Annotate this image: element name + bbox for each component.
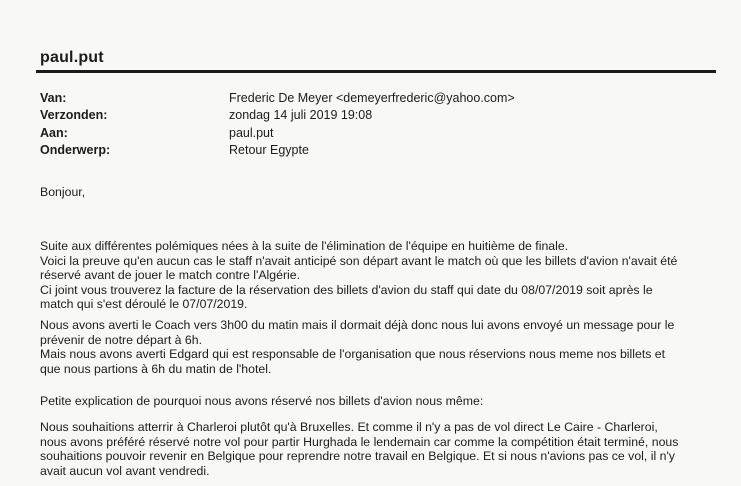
paragraph-line: Nous souhaitions atterrir à Charleroi plutôt qu'à Bruxelles. Et comme il n'y a pas de vol direct Le Caire - Charleroi, [40, 420, 658, 434]
paragraph-line: réservé avant de jouer le match contre l'Algérie. [40, 268, 301, 282]
header-value-from: Frederic De Meyer <demeyerfrederic@yahoo.com> [229, 91, 515, 105]
header-label-from: Van: [40, 91, 67, 105]
paragraph-line: Nous avons averti le Coach vers 3h00 du matin mais il dormait déjà donc nous lui avons envoyé un message pour le [40, 318, 675, 332]
paragraph-line: Voici la preuve qu'en aucun cas le staff n'avait anticipé son départ avant le match où que les billets d'avion n'avait été [40, 253, 678, 268]
paragraph-line: Mais nous avons averti Edgard qui est responsable de l'organisation que nous réservions nous meme nos billets et [40, 347, 666, 361]
header-divider [36, 70, 716, 73]
paragraph-line: Petite explication de pourquoi nous avons réservé nos billets d'avion nous même: [40, 394, 484, 408]
email-paragraph-1 [40, 239, 720, 312]
header-label-to: Aan: [40, 126, 68, 140]
header-value-to: paul.put [229, 126, 274, 140]
sender-name: paul.put [40, 49, 104, 66]
header-value-sent: zondag 14 juli 2019 19:08 [229, 108, 373, 122]
paragraph-line: souhaitions pouvoir revenir en Belgique pour reprendre notre travail en Belgique. Et si nous n'avions pas ce vol, il n'y [40, 449, 675, 463]
email-paragraph-3 [40, 394, 720, 409]
email-greeting: Bonjour, [40, 185, 86, 199]
header-value-subject: Retour Egypte [229, 143, 309, 157]
paragraph-line: nous avons préféré réservé notre vol pour partir Hurghada le lendemain car comme la compétition était terminé, nous [40, 434, 679, 449]
header-label-sent: Verzonden: [40, 108, 108, 122]
header-label-subject: Onderwerp: [40, 143, 111, 157]
paragraph-line: que nous partions à 6h du matin de l'hotel. [40, 361, 272, 376]
paragraph-line: avait aucun vol avant vendredi. [40, 463, 210, 478]
email-paragraph-2 [40, 318, 720, 376]
paragraph-line: Suite aux différentes polémiques nées à la suite de l'élimination de l'équipe en huitième de finale. [40, 239, 569, 253]
paragraph-line: match qui s'est déroulé le 07/07/2019. [40, 297, 248, 311]
email-paragraph-4 [40, 420, 720, 478]
paragraph-line: Ci joint vous trouverez la facture de la réservation des billets d'avion du staff qui date du 08/07/2019 soit après le [40, 282, 653, 297]
paragraph-line: prévenir de notre départ à 6h. [40, 332, 203, 347]
